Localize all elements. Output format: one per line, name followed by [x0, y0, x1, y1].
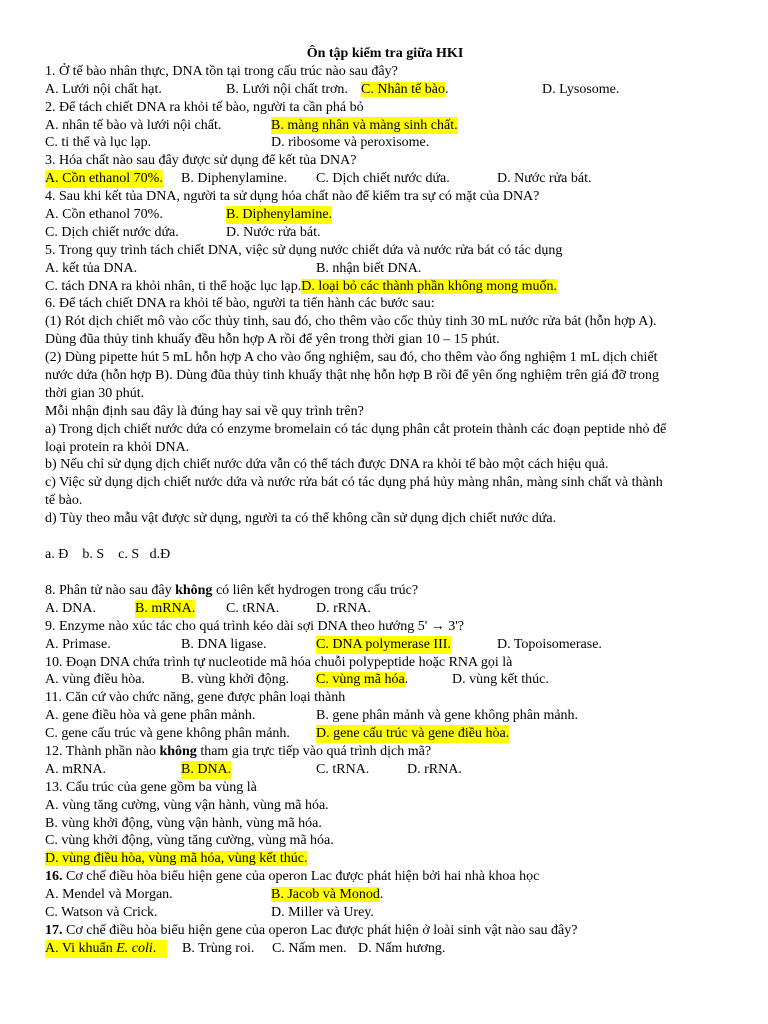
q13-option-b: B. vùng khởi động, vùng vận hành, vùng mã hóa. [45, 815, 322, 831]
q4-option-c: C. Dịch chiết nước dứa. [45, 224, 179, 240]
q8-option-d: D. rRNA. [316, 600, 371, 616]
question-5-options-row2 [45, 278, 725, 296]
q11-option-b: B. gene phân mảnh và gene không phân mảnh. [316, 708, 579, 724]
question-17: 17. Cơ chế điều hòa biểu hiện gene của operon Lac được phát hiện ở loài sinh vật nào sau đây? [45, 922, 578, 938]
page-title: Ôn tập kiểm tra giữa HKI [306, 46, 464, 61]
question-5-options-row1 [45, 260, 725, 278]
q10-option-d: D. vùng kết thúc. [452, 672, 549, 688]
q17-option-c: C. Nấm men. [272, 940, 347, 956]
q6-step-2-cont: thời gian 30 phút. [45, 385, 145, 401]
highlighted-answer: B. Jacob và Monod [271, 887, 380, 903]
q6-statement-d: d) Tùy theo mẫu vật được sử dụng, người ta có thể không cần sử dụng dịch chiết nước dứa. [45, 511, 557, 527]
document [45, 45, 725, 958]
q12-option-d: D. rRNA. [407, 761, 462, 777]
question-11: 11. Căn cứ vào chức năng, gene được phân loại thành [45, 690, 346, 706]
question-13: 13. Cấu trúc của gene gồm ba vùng là [45, 779, 257, 795]
highlighted-answer: C. vùng mã hóa [316, 672, 405, 688]
question-12-options [45, 761, 725, 779]
question-4-options-row1 [45, 206, 725, 224]
q16-option-b: B. Jacob và Monod. [271, 887, 384, 903]
question-3-options [45, 170, 725, 188]
q9-option-c: C. DNA polymerase III. [316, 636, 451, 652]
q10-option-c: C. vùng mã hóa. [316, 672, 409, 688]
q2-option-d: D. ribosome và peroxisome. [271, 135, 430, 151]
q1-option-b: B. Lưới nội chất trơn. [226, 81, 348, 97]
question-2: 2. Để tách chiết DNA ra khỏi tế bào, người ta cần phá bỏ [45, 99, 364, 115]
question-9-options [45, 636, 725, 654]
question-12: 12. Thành phần nào không tham gia trực tiếp vào quá trình dịch mã? [45, 743, 432, 759]
question-6: 6. Để tách chiết DNA ra khỏi tế bào, người ta tiến hành các bước sau: [45, 296, 435, 312]
q16-option-d: D. Miller và Urey. [271, 904, 374, 920]
spacer [45, 528, 725, 546]
q6-step-2: (2) Dùng pipette hút 5 mL hỗn hợp A cho vào ống nghiệm, sau đó, cho thêm vào ống nghiệm 1 mL dịch chiết [45, 350, 658, 366]
q6-statement-c-cont: tế bào. [45, 493, 83, 509]
q6-step-1-cont: Dùng đũa thủy tinh khuấy đều hỗn hợp A rồi để yên trong thời gian 10 – 15 phút. [45, 332, 500, 348]
q16-option-c: C. Watson và Crick. [45, 904, 158, 920]
question-16: 16. Cơ chế điều hòa biểu hiện gene của operon Lac được phát hiện bởi hai nhà khoa học [45, 869, 540, 885]
q5-option-a: A. kết tủa DNA. [45, 260, 138, 276]
question-8-options [45, 600, 725, 618]
q5-option-d: D. loại bỏ các thành phần không mong muốn. [301, 278, 558, 294]
q6-step-1: (1) Rót dịch chiết mô vào cốc thủy tinh, sau đó, cho thêm vào cốc thủy tinh 30 mL nước rửa bát (hỗn hợp A). [45, 314, 657, 330]
q13-option-c: C. vùng khởi động, vùng tăng cường, vùng mã hóa. [45, 833, 334, 849]
q12-option-a: A. mRNA. [45, 761, 107, 777]
q9-option-b: B. DNA ligase. [181, 636, 267, 652]
question-1-options [45, 81, 725, 99]
question-11-options-row1 [45, 707, 725, 725]
question-11-options-row2 [45, 725, 725, 743]
q10-option-a: A. vùng điều hòa. [45, 672, 145, 688]
question-8: 8. Phân tử nào sau đây không có liên kết hydrogen trong cấu trúc? [45, 582, 419, 598]
q5-option-b: B. nhận biết DNA. [316, 260, 422, 276]
q11-option-c: C. gene cấu trúc và gene không phân mảnh. [45, 726, 290, 742]
q9-option-d: D. Topoisomerase. [497, 636, 602, 652]
question-9: 9. Enzyme nào xúc tác cho quá trình kéo dài sợi DNA theo hướng 5' → 3'? [45, 618, 464, 634]
q8-option-b: B. mRNA. [135, 600, 196, 616]
q3-option-d: D. Nước rửa bát. [497, 171, 592, 187]
q8-option-c: C. tRNA. [226, 600, 280, 616]
q17-option-b: B. Trùng roi. [182, 940, 255, 956]
q1-option-c: C. Nhân tế bào. [361, 81, 449, 97]
question-5: 5. Trong quy trình tách chiết DNA, việc sử dụng nước chiết dứa và nước rửa bát có tác dụng [45, 242, 563, 258]
q6-statement-a: a) Trong dịch chiết nước dứa có enzyme bromelain có tác dụng phân cắt protein thành các đoạn peptide nhỏ để [45, 421, 667, 437]
question-16-options-row2 [45, 904, 725, 922]
q11-option-a: A. gene điều hòa và gene phân mảnh. [45, 708, 256, 724]
question-1: 1. Ở tế bào nhân thực, DNA tồn tại trong cấu trúc nào sau đây? [45, 63, 398, 79]
q9-option-a: A. Primase. [45, 636, 111, 652]
highlighted-answer: C. Nhân tế bào [361, 81, 445, 97]
q8-option-a: A. DNA. [45, 600, 96, 616]
q4-option-d: D. Nước rửa bát. [226, 224, 321, 240]
question-3: 3. Hóa chất nào sau đây được sử dụng để kết tủa DNA? [45, 153, 357, 169]
q13-option-d: D. vùng điều hòa, vùng mã hóa, vùng kết thúc. [45, 851, 308, 867]
q10-option-b: B. vùng khởi động. [181, 672, 290, 688]
q11-option-d: D. gene cấu trúc và gene điều hòa. [316, 726, 510, 742]
q6-answer-key: a. Đ b. S c. S d.Đ [45, 547, 171, 563]
question-4: 4. Sau khi kết tủa DNA, người ta sử dụng hóa chất nào để kiểm tra sự có mặt của DNA? [45, 189, 540, 205]
q16-option-a: A. Mendel và Morgan. [45, 887, 173, 903]
q6-statement-a-cont: loại protein ra khỏi DNA. [45, 439, 190, 455]
q5-option-c: C. tách DNA ra khỏi nhân, ti thể hoặc lục lạp. [45, 278, 302, 294]
question-2-options-row1 [45, 117, 725, 135]
q13-option-a: A. vùng tăng cường, vùng vận hành, vùng mã hóa. [45, 797, 329, 813]
q17-option-a: A. Vi khuẩn E. coli. [45, 940, 167, 956]
q3-option-b: B. Diphenylamine. [181, 171, 288, 187]
q4-option-a: A. Cồn ethanol 70%. [45, 207, 163, 223]
spacer [45, 564, 725, 582]
q6-statement-c: c) Việc sử dụng dịch chiết nước dứa và nước rửa bát có tác dụng phá hủy màng nhân, màng sinh chất và thành [45, 475, 663, 491]
q6-step-2-cont: nước dứa (hỗn hợp B). Dùng đũa thủy tinh khuấy thật nhẹ hỗn hợp B rồi để yên ống nghiệm trên giá đỡ trong [45, 368, 660, 384]
q3-option-c: C. Dịch chiết nước dứa. [316, 171, 450, 187]
question-10-options [45, 671, 725, 689]
q6-statement-b: b) Nếu chỉ sử dụng dịch chiết nước dứa vẫn có thể tách được DNA ra khỏi tế bào một cách hiệu quả. [45, 457, 609, 473]
question-16-options-row1 [45, 886, 725, 904]
q6-prompt: Mỗi nhận định sau đây là đúng hay sai về quy trình trên? [45, 403, 364, 419]
q17-option-d: D. Nấm hương. [358, 940, 446, 956]
q3-option-a: A. Cồn ethanol 70%. [45, 171, 163, 187]
q4-option-b: B. Diphenylamine. [226, 207, 333, 223]
q12-option-b: B. DNA. [181, 761, 232, 777]
q2-option-b: B. màng nhân và màng sinh chất. [271, 117, 458, 133]
q1-option-a: A. Lưới nội chất hạt. [45, 81, 162, 97]
q2-option-a: A. nhân tế bào và lưới nội chất. [45, 117, 222, 133]
q1-option-d: D. Lysosome. [542, 81, 620, 97]
q2-option-c: C. ti thể và lục lạp. [45, 135, 152, 151]
question-4-options-row2 [45, 224, 725, 242]
q12-option-c: C. tRNA. [316, 761, 370, 777]
question-10: 10. Đoạn DNA chứa trình tự nucleotide mã hóa chuỗi polypeptide hoặc RNA gọi là [45, 654, 513, 670]
question-17-options [45, 940, 725, 958]
question-2-options-row2 [45, 134, 725, 152]
